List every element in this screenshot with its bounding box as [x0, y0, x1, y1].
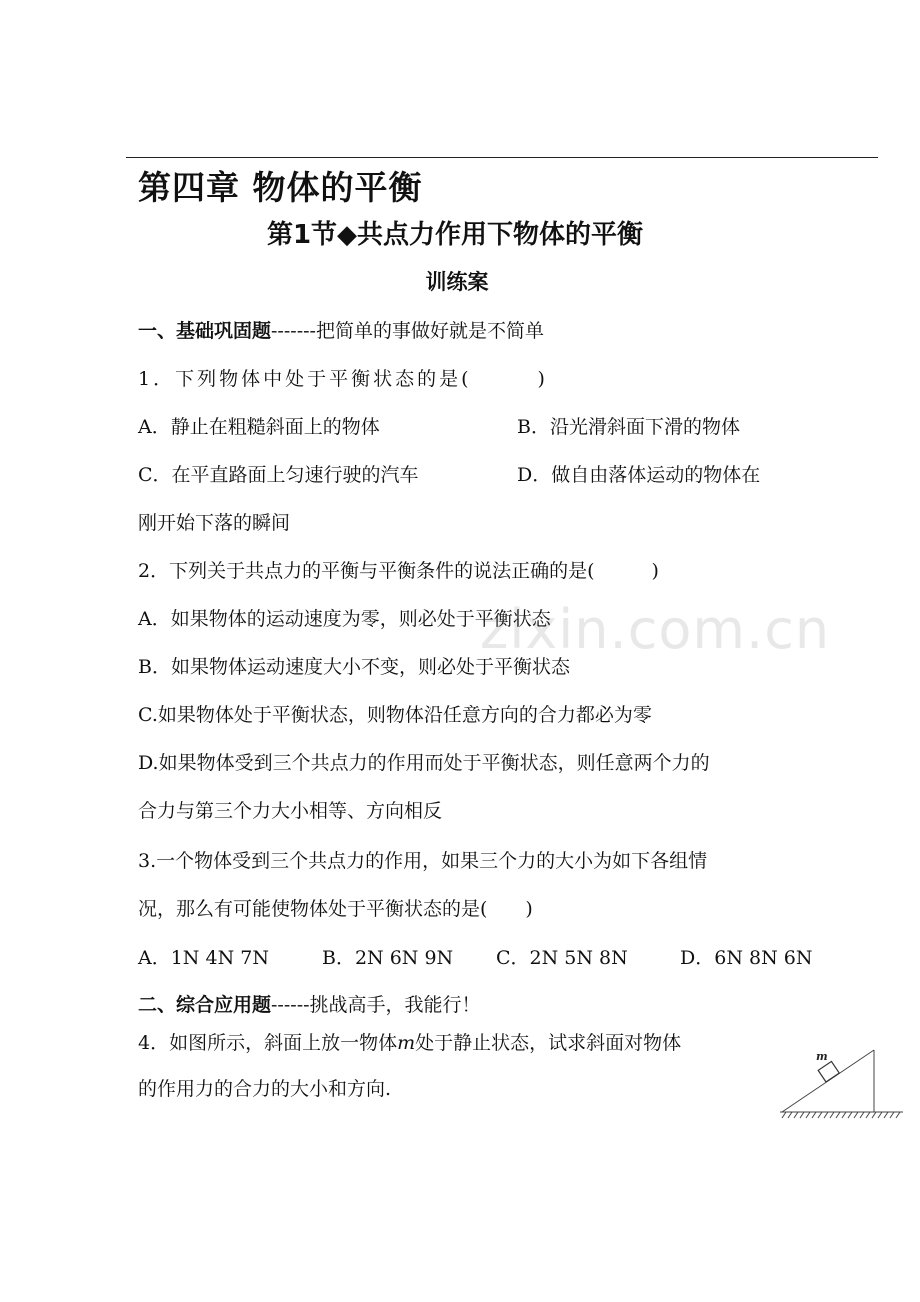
part1-tagline: -------把简单的事做好就是不简单 — [271, 320, 544, 342]
chapter-title: 第四章 物体的平衡 — [138, 168, 423, 207]
q1-option-b: B．沿光滑斜面下滑的物体 — [517, 416, 740, 438]
q4-stem-continued: 的作用力的合力的大小和方向. — [138, 1078, 392, 1100]
figure-mass-label: m — [816, 1050, 828, 1063]
q4-stem-suffix: 处于静止状态，试求斜面对物体 — [415, 1032, 682, 1054]
header-rule — [126, 157, 878, 158]
section-title: 第1节◆共点力作用下物体的平衡 — [266, 220, 644, 250]
q2-option-c: C.如果物体处于平衡状态，则物体沿任意方向的合力都必为零 — [138, 704, 652, 726]
q2-option-d-continued: 合力与第三个力大小相等、方向相反 — [138, 800, 443, 822]
q1-option-d-continued: 刚开始下落的瞬间 — [138, 512, 291, 534]
q2-stem: 2．下列关于共点力的平衡与平衡条件的说法正确的是( ) — [138, 560, 659, 582]
q3-option-d: D．6N 8N 6N — [680, 947, 813, 969]
q3-option-c: C．2N 5N 8N — [496, 947, 628, 969]
ground-hatching — [782, 1112, 900, 1118]
q2-option-a: A．如果物体的运动速度为零，则必处于平衡状态 — [138, 608, 551, 630]
q4-stem-prefix: 4．如图所示，斜面上放一物体 — [138, 1032, 398, 1054]
q4-stem — [138, 1028, 681, 1055]
block-mass — [818, 1061, 839, 1082]
q4-mass-variable: m — [397, 1032, 416, 1054]
part2-heading: 二、综合应用题 — [138, 994, 272, 1016]
part2-tagline: ------挑战高手，我能行！ — [271, 994, 481, 1016]
q1-option-d: D．做自由落体运动的物体在 — [517, 464, 761, 486]
q2-option-d: D.如果物体受到三个共点力的作用而处于平衡状态，则任意两个力的 — [138, 752, 710, 774]
q2-option-b: B．如果物体运动速度大小不变，则必处于平衡状态 — [138, 656, 570, 678]
q1-stem: 1．下列物体中处于平衡状态的是( ) — [138, 368, 548, 390]
q1-option-a: A．静止在粗糙斜面上的物体 — [138, 416, 380, 438]
q3-stem: 3.一个物体受到三个共点力的作用，如果三个力的大小为如下各组情 — [138, 850, 708, 872]
q3-stem-continued: 况，那么有可能使物体处于平衡状态的是( ) — [138, 898, 533, 920]
q3-option-a: A．1N 4N 7N — [138, 947, 269, 969]
part2-heading-line — [138, 990, 481, 1017]
q1-option-c: C．在平直路面上匀速行驶的汽车 — [138, 464, 419, 486]
watermark: zixin.com.cn — [480, 598, 831, 661]
incline-figure — [770, 1046, 910, 1126]
page-subtitle: 训练案 — [425, 270, 489, 294]
q3-option-b: B．2N 6N 9N — [322, 947, 454, 969]
part1-heading: 一、基础巩固题 — [138, 320, 272, 342]
part1-heading-line — [138, 316, 544, 343]
